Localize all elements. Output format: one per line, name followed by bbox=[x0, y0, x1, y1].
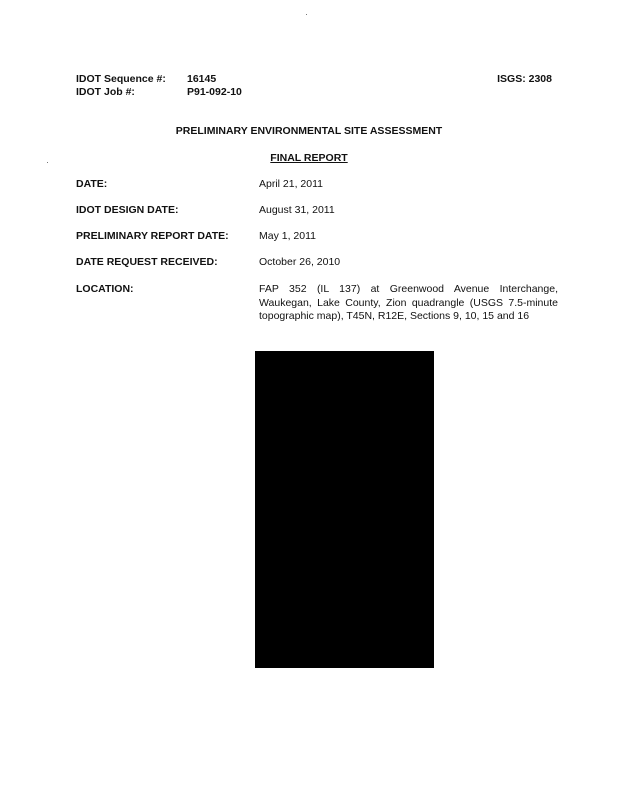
scan-speck bbox=[47, 162, 48, 163]
date-label: DATE: bbox=[76, 178, 108, 190]
design-date-value: August 31, 2011 bbox=[259, 204, 335, 216]
redacted-image bbox=[255, 351, 434, 668]
scan-speck bbox=[306, 14, 307, 15]
sequence-value: 16145 bbox=[187, 73, 217, 85]
job-label: IDOT Job #: bbox=[76, 86, 135, 98]
location-label: LOCATION: bbox=[76, 283, 134, 295]
date-request-received-label: DATE REQUEST RECEIVED: bbox=[76, 256, 218, 268]
report-subtitle: FINAL REPORT bbox=[270, 152, 348, 164]
preliminary-report-date-value: May 1, 2011 bbox=[259, 230, 317, 242]
isgs-number: ISGS: 2308 bbox=[497, 73, 552, 85]
report-title: PRELIMINARY ENVIRONMENTAL SITE ASSESSMENT bbox=[175, 125, 443, 137]
preliminary-report-date-label: PRELIMINARY REPORT DATE: bbox=[76, 230, 229, 242]
date-request-received-value: October 26, 2010 bbox=[259, 256, 341, 268]
design-date-label: IDOT DESIGN DATE: bbox=[76, 204, 179, 216]
date-value: April 21, 2011 bbox=[259, 178, 324, 190]
location-value: FAP 352 (IL 137) at Greenwood Avenue Interchange, Waukegan, Lake County, Zion quadrangle (USGS 7.5-minute topographic map), T45N, R12E, Sections 9, 10, 15 and 16 bbox=[259, 283, 558, 322]
job-value: P91-092-10 bbox=[187, 86, 242, 98]
sequence-label: IDOT Sequence #: bbox=[76, 73, 166, 85]
